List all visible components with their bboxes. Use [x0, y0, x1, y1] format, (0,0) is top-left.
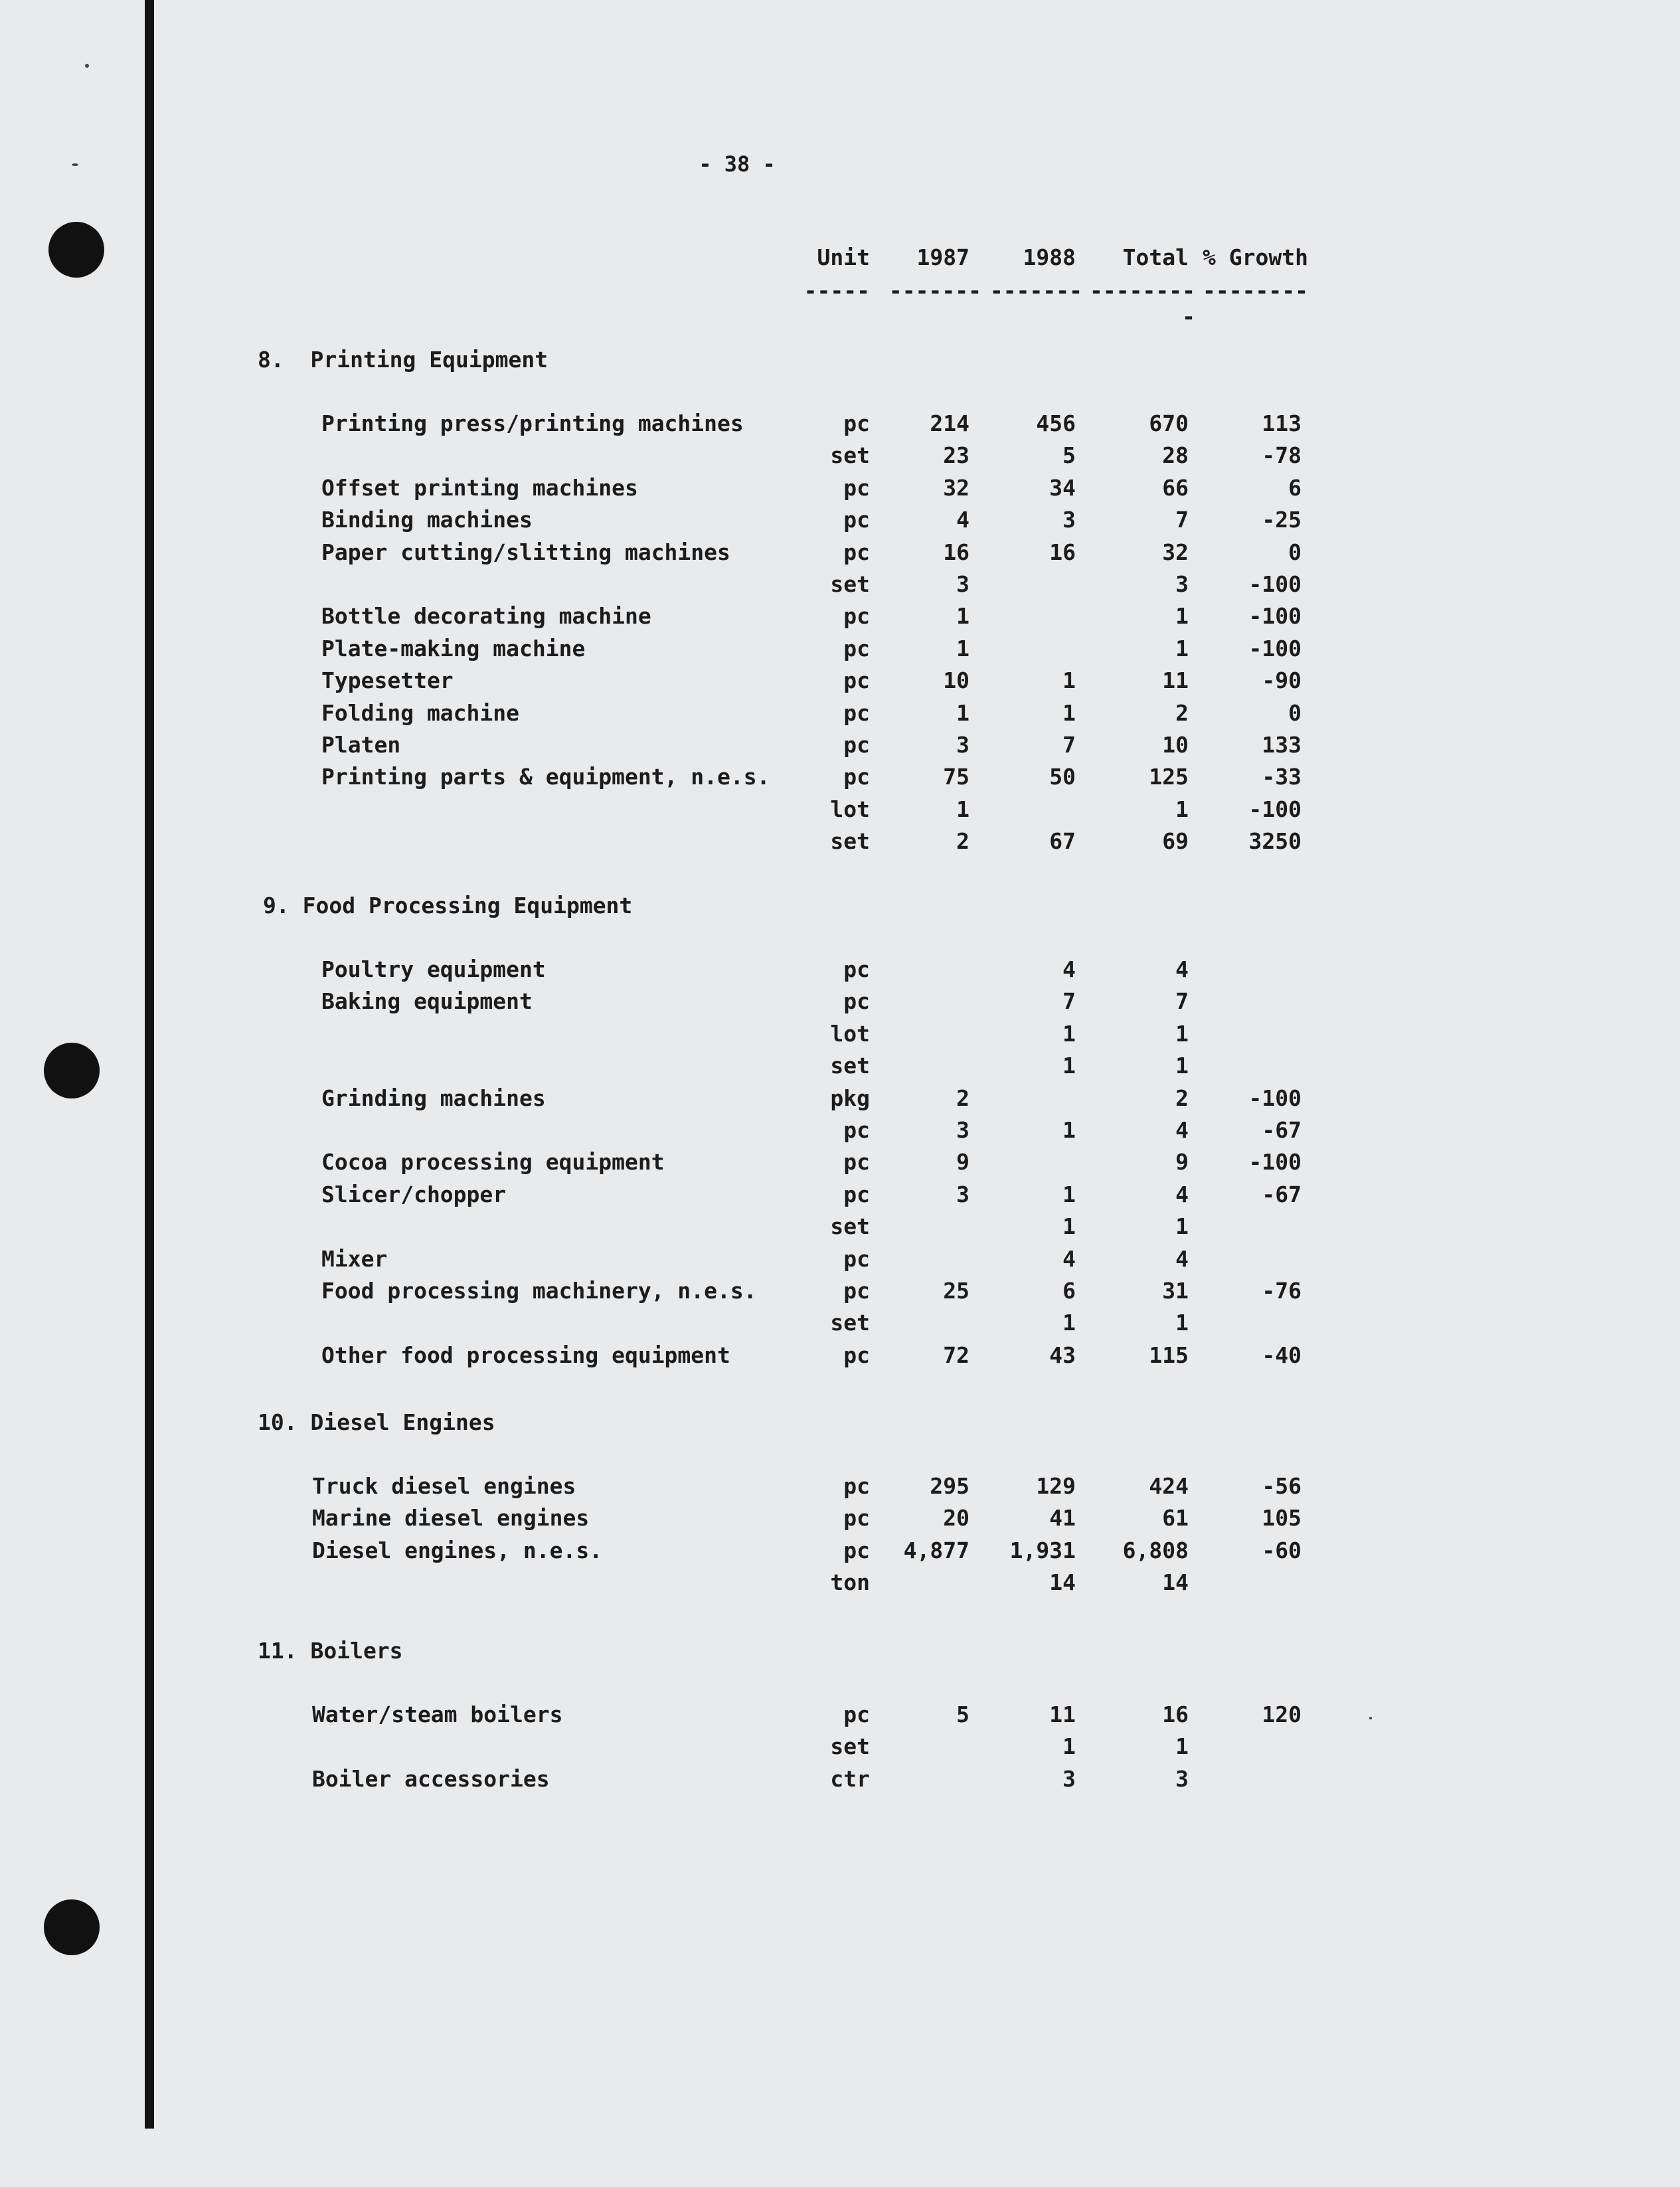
value-total: 115 [1149, 1342, 1189, 1368]
rule-1988: ------- [989, 278, 1082, 304]
item-label: Food processing machinery, n.e.s. [321, 1278, 757, 1304]
table-row [0, 537, 1680, 569]
value-1987: 1 [956, 699, 969, 726]
value-1987: 20 [943, 1505, 969, 1531]
value-total: 4 [1175, 956, 1189, 982]
value-growth: 113 [1262, 410, 1302, 436]
value-1988: 5 [1062, 442, 1076, 469]
value-total: 3 [1175, 571, 1189, 597]
table-row [0, 440, 1680, 472]
rule-1987: ------- [888, 278, 981, 304]
value-total: 7 [1175, 988, 1189, 1015]
col-total: Total [1122, 244, 1189, 270]
value-total: 125 [1149, 764, 1189, 790]
value-1987: 1 [956, 796, 969, 822]
item-label: Diesel engines, n.e.s. [312, 1537, 603, 1563]
item-label: Cocoa processing equipment [321, 1149, 665, 1176]
unit-cell: pc [843, 956, 870, 982]
unit-cell: pc [843, 1342, 870, 1368]
table-row [0, 600, 1680, 632]
section-heading [0, 1407, 1680, 1439]
unit-cell: pc [843, 732, 870, 758]
value-1988: 3 [1062, 1765, 1076, 1792]
value-growth: -76 [1262, 1278, 1302, 1304]
table-row [0, 1179, 1680, 1211]
item-label: Baking equipment [321, 988, 533, 1015]
table-row [0, 504, 1680, 536]
value-total: 1 [1175, 603, 1189, 630]
value-total: 3 [1175, 1765, 1189, 1792]
speck [72, 163, 78, 166]
section-title: 8. Printing Equipment [258, 347, 548, 373]
value-total: 7 [1175, 507, 1189, 533]
unit-cell: pc [843, 1537, 870, 1563]
table-row [0, 1243, 1680, 1275]
value-growth: 0 [1288, 539, 1302, 565]
value-1988: 129 [1036, 1473, 1076, 1499]
unit-cell: ctr [830, 1765, 870, 1792]
page-number: - 38 - [699, 151, 776, 177]
value-growth: -100 [1248, 796, 1302, 822]
value-growth: 133 [1262, 732, 1302, 758]
unit-cell: pc [843, 764, 870, 790]
value-1988: 4 [1062, 956, 1076, 982]
value-growth: -100 [1248, 603, 1302, 630]
item-label: Other food processing equipment [321, 1342, 730, 1368]
value-growth: -100 [1248, 1085, 1302, 1111]
value-1987: 2 [956, 1085, 969, 1111]
unit-cell: set [830, 442, 870, 469]
col-1987: 1987 [916, 244, 969, 270]
value-1988: 7 [1062, 988, 1076, 1015]
value-total: 31 [1162, 1278, 1189, 1304]
value-total: 670 [1149, 410, 1189, 436]
value-1987: 1 [956, 635, 969, 661]
value-1987: 1 [956, 603, 969, 630]
value-1987: 10 [943, 667, 969, 694]
unit-cell: pkg [830, 1085, 870, 1111]
value-1987: 4 [956, 507, 969, 533]
item-label: Slicer/chopper [321, 1181, 507, 1207]
unit-cell: set [830, 1733, 870, 1760]
value-1987: 3 [956, 1117, 969, 1143]
item-label: Paper cutting/slitting machines [321, 539, 730, 565]
table-row [0, 472, 1680, 504]
value-total: 9 [1175, 1149, 1189, 1176]
value-total: 1 [1175, 1020, 1189, 1047]
value-1987: 72 [943, 1342, 969, 1368]
value-growth: -90 [1262, 667, 1302, 694]
table-row [0, 1567, 1680, 1599]
value-1987: 75 [943, 764, 969, 790]
section-title: 9. Food Processing Equipment [263, 893, 633, 919]
value-growth: 120 [1262, 1702, 1302, 1727]
unit-cell: pc [843, 474, 870, 501]
value-growth: -33 [1262, 764, 1302, 790]
value-1988: 6 [1062, 1278, 1076, 1304]
item-label: Folding machine [321, 699, 520, 726]
value-growth: -40 [1262, 1342, 1302, 1368]
unit-cell: set [830, 571, 870, 597]
value-1988: 3 [1062, 507, 1076, 533]
value-1987: 23 [943, 442, 969, 469]
value-growth: -100 [1248, 635, 1302, 661]
value-1988: 34 [1049, 474, 1076, 501]
unit-cell: lot [830, 1020, 870, 1047]
unit-cell: pc [843, 1117, 870, 1143]
rule-unit: ----- [803, 278, 870, 304]
value-total: 16 [1162, 1702, 1189, 1727]
value-1988: 1 [1062, 699, 1076, 726]
value-1988: 43 [1049, 1342, 1076, 1368]
item-label: Poultry equipment [321, 956, 546, 982]
value-1988: 7 [1062, 732, 1076, 758]
section-heading [0, 890, 1680, 922]
table-row [0, 1114, 1680, 1146]
value-total: 4 [1175, 1117, 1189, 1143]
value-growth: 105 [1262, 1505, 1302, 1531]
section-title: 10. Diesel Engines [258, 1409, 495, 1435]
value-total: 14 [1162, 1569, 1189, 1596]
item-label: Printing parts & equipment, n.e.s. [321, 764, 770, 790]
value-1988: 11 [1049, 1702, 1076, 1727]
table-row [0, 1211, 1680, 1243]
table-row [0, 1763, 1680, 1795]
table-row [0, 1699, 1680, 1731]
value-total: 1 [1175, 635, 1189, 661]
value-1988: 1 [1062, 1117, 1076, 1143]
value-total: 4 [1175, 1181, 1189, 1207]
value-1988: 41 [1049, 1505, 1076, 1531]
table-row [0, 1018, 1680, 1050]
value-1988: 67 [1049, 828, 1076, 855]
value-total: 11 [1162, 667, 1189, 694]
unit-cell: pc [843, 1181, 870, 1207]
unit-cell: pc [843, 667, 870, 694]
value-growth: -100 [1248, 571, 1302, 597]
value-1987: 214 [930, 410, 969, 436]
value-growth: -60 [1262, 1537, 1302, 1563]
value-1988: 1 [1062, 1053, 1076, 1079]
item-label: Mixer [321, 1245, 388, 1272]
value-1987: 4,877 [903, 1537, 969, 1563]
unit-cell: pc [843, 1505, 870, 1531]
col-1988: 1988 [1023, 244, 1076, 270]
table-row [0, 729, 1680, 761]
table-row [0, 1307, 1680, 1339]
unit-cell: pc [843, 1149, 870, 1176]
value-1987: 2 [956, 828, 969, 855]
unit-cell: pc [843, 410, 870, 436]
section-title: 11. Boilers [258, 1638, 403, 1664]
value-total: 4 [1175, 1245, 1189, 1272]
value-total: 69 [1162, 828, 1189, 855]
table-row [0, 1275, 1680, 1307]
unit-cell: set [830, 1053, 870, 1079]
value-total: 1 [1175, 1310, 1189, 1336]
value-1988: 1 [1062, 1733, 1076, 1760]
value-growth: 3250 [1248, 828, 1302, 855]
item-label: Offset printing machines [321, 474, 638, 501]
section-heading [0, 344, 1680, 376]
item-label: Platen [321, 732, 401, 758]
value-1988: 4 [1062, 1245, 1076, 1272]
value-1987: 25 [943, 1278, 969, 1304]
col-growth: % Growth [1203, 244, 1308, 270]
table-row [0, 633, 1680, 665]
unit-cell: pc [843, 539, 870, 565]
value-total: 28 [1162, 442, 1189, 469]
value-1988: 1 [1062, 1181, 1076, 1207]
table-row [0, 1050, 1680, 1082]
value-total: 32 [1162, 539, 1189, 565]
value-total: 1 [1175, 1213, 1189, 1240]
value-1987: 3 [956, 1181, 969, 1207]
table-row [0, 986, 1680, 1017]
unit-cell: pc [843, 988, 870, 1015]
table-row [0, 1083, 1680, 1114]
item-label: Binding machines [321, 507, 533, 533]
value-growth: -100 [1248, 1149, 1302, 1176]
value-1987: 3 [956, 571, 969, 597]
value-growth: 6 [1288, 474, 1302, 501]
unit-cell: lot [830, 796, 870, 822]
table-row [0, 1502, 1680, 1534]
value-1988: 1,931 [1009, 1537, 1076, 1563]
punch-hole-bottom [44, 1899, 100, 1955]
value-growth: -67 [1262, 1181, 1302, 1207]
rule-total: --------- [1090, 278, 1195, 329]
value-total: 1 [1175, 796, 1189, 822]
rule-growth: -------- [1203, 278, 1308, 304]
table-row [0, 826, 1680, 857]
value-total: 10 [1162, 732, 1189, 758]
unit-cell: pc [843, 699, 870, 726]
table-row [0, 794, 1680, 826]
item-label: Truck diesel engines [312, 1473, 576, 1499]
col-unit: Unit [817, 244, 870, 270]
table-row [0, 761, 1680, 793]
unit-cell: pc [843, 1702, 870, 1727]
value-growth: -56 [1262, 1473, 1302, 1499]
value-1988: 14 [1049, 1569, 1076, 1596]
value-1987: 32 [943, 474, 969, 501]
item-label: Water/steam boilers [312, 1702, 563, 1727]
value-1987: 5 [956, 1702, 969, 1727]
item-label: Boiler accessories [312, 1765, 550, 1792]
value-total: 2 [1175, 1085, 1189, 1111]
value-total: 1 [1175, 1733, 1189, 1760]
table-row [0, 1146, 1680, 1178]
table-row [0, 697, 1680, 729]
unit-cell: pc [843, 1245, 870, 1272]
unit-cell: pc [843, 1473, 870, 1499]
item-label: Printing press/printing machines [321, 410, 744, 436]
unit-cell: ton [830, 1569, 870, 1596]
unit-cell: set [830, 1310, 870, 1336]
table-row [0, 665, 1680, 697]
value-1987: 16 [943, 539, 969, 565]
speck [85, 64, 89, 68]
value-growth: -25 [1262, 507, 1302, 533]
column-header [0, 244, 1680, 329]
value-growth: -78 [1262, 442, 1302, 469]
unit-cell: pc [843, 507, 870, 533]
item-label: Plate-making machine [321, 635, 586, 661]
value-1988: 50 [1049, 764, 1076, 790]
unit-cell: pc [843, 1278, 870, 1304]
value-total: 2 [1175, 699, 1189, 726]
value-1988: 1 [1062, 667, 1076, 694]
value-1988: 1 [1062, 1213, 1076, 1240]
value-1987: 3 [956, 732, 969, 758]
value-1987: 295 [930, 1473, 969, 1499]
item-label: Typesetter [321, 667, 454, 694]
unit-cell: set [830, 828, 870, 855]
section-heading [0, 1635, 1680, 1667]
table-row [0, 1731, 1680, 1763]
value-total: 61 [1162, 1505, 1189, 1531]
unit-cell: pc [843, 603, 870, 630]
unit-cell: set [830, 1213, 870, 1240]
value-total: 424 [1149, 1473, 1189, 1499]
table-row [0, 1470, 1680, 1502]
value-total: 1 [1175, 1053, 1189, 1079]
item-label: Bottle decorating machine [321, 603, 651, 630]
table-row [0, 408, 1680, 440]
value-1988: 16 [1049, 539, 1076, 565]
item-label: Marine diesel engines [312, 1505, 590, 1531]
value-1988: 1 [1062, 1020, 1076, 1047]
unit-cell: pc [843, 635, 870, 661]
value-1988: 456 [1036, 410, 1076, 436]
table-row [0, 569, 1680, 600]
table-row [0, 1340, 1680, 1371]
value-growth: 0 [1288, 699, 1302, 726]
value-1988: 1 [1062, 1310, 1076, 1336]
value-growth: -67 [1262, 1117, 1302, 1143]
table-row [0, 1535, 1680, 1567]
table-row [0, 954, 1680, 986]
item-label: Grinding machines [321, 1085, 546, 1111]
value-total: 6,808 [1122, 1537, 1189, 1563]
value-1987: 9 [956, 1149, 969, 1176]
value-total: 66 [1162, 474, 1189, 501]
